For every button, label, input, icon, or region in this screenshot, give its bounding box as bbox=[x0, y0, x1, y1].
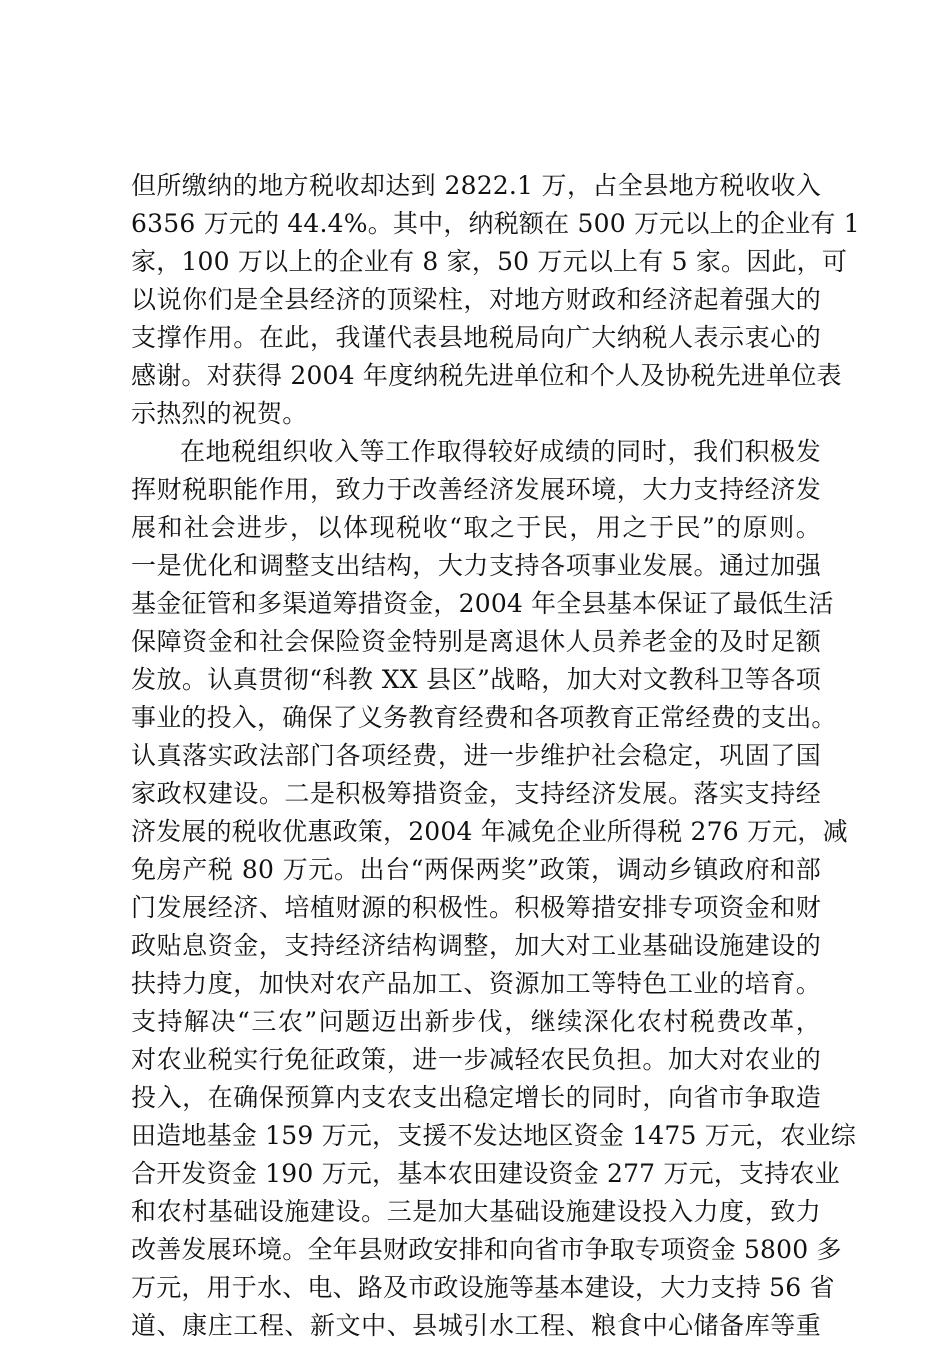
text-line: 家政权建设。二是积极筹措资金，支持经济发展。落实支持经 bbox=[131, 779, 821, 808]
text-line: 支持解决“三农”问题迈出新步伐，继续深化农村税费改革， bbox=[131, 1007, 821, 1036]
text-line: 田造地基金 159 万元，支援不发达地区资金 1475 万元，农业综 bbox=[131, 1121, 856, 1150]
text-line: 免房产税 80 万元。出台“两保两奖”政策，调动乡镇政府和部 bbox=[131, 855, 821, 884]
text-line: 和农村基础设施建设。三是加大基础设施建设投入力度，致力 bbox=[131, 1197, 821, 1226]
text-line: 认真落实政法部门各项经费，进一步维护社会稳定，巩固了国 bbox=[131, 741, 821, 770]
text-line: 济发展的税收优惠政策，2004 年减免企业所得税 276 万元，减 bbox=[131, 817, 848, 846]
text-line: 保障资金和社会保险资金特别是离退休人员养老金的及时足额 bbox=[131, 627, 821, 656]
text-line: 门发展经济、培植财源的积极性。积极筹措安排专项资金和财 bbox=[131, 893, 821, 922]
text-line: 示热烈的祝贺。 bbox=[131, 399, 308, 428]
text-line: 对农业税实行免征政策，进一步减轻农民负担。加大对农业的 bbox=[131, 1045, 821, 1074]
text-line: 家，100 万以上的企业有 8 家，50 万元以上有 5 家。因此，可 bbox=[131, 247, 848, 276]
text-line: 投入，在确保预算内支农支出稳定增长的同时，向省市争取造 bbox=[131, 1083, 821, 1112]
text-line: 感谢。对获得 2004 年度纳税先进单位和个人及协税先进单位表 bbox=[131, 361, 842, 390]
text-line: 但所缴纳的地方税收却达到 2822.1 万，占全县地方税收收入 bbox=[131, 171, 821, 200]
text-line: 挥财税职能作用，致力于改善经济发展环境，大力支持经济发 bbox=[131, 475, 821, 504]
text-line: 6356 万元的 44.4%。其中，纳税额在 500 万元以上的企业有 1 bbox=[131, 209, 860, 238]
text-line: 改善发展环境。全年县财政安排和向省市争取专项资金 5800 多 bbox=[131, 1235, 842, 1264]
text-line: 合开发资金 190 万元，基本农田建设资金 277 万元，支持农业 bbox=[131, 1159, 840, 1188]
paragraph-first-line: 在地税组织收入等工作取得较好成绩的同时，我们积极发 bbox=[180, 437, 821, 466]
text-line: 以说你们是全县经济的顶梁柱，对地方财政和经济起着强大的 bbox=[131, 285, 821, 314]
text-line: 万元，用于水、电、路及市政设施等基本建设，大力支持 56 省 bbox=[131, 1273, 835, 1302]
text-line: 一是优化和调整支出结构，大力支持各项事业发展。通过加强 bbox=[131, 551, 821, 580]
text-line: 展和社会进步，以体现税收“取之于民，用之于民”的原则。 bbox=[131, 513, 821, 542]
text-line: 基金征管和多渠道筹措资金，2004 年全县基本保证了最低生活 bbox=[131, 589, 834, 618]
text-line: 发放。认真贯彻“科教 XX 县区”战略，加大对文教科卫等各项 bbox=[131, 665, 821, 694]
text-line: 扶持力度，加快对农产品加工、资源加工等特色工业的培育。 bbox=[131, 969, 821, 998]
text-line: 事业的投入，确保了义务教育经费和各项教育正常经费的支出。 bbox=[131, 703, 837, 732]
text-line: 政贴息资金，支持经济结构调整，加大对工业基础设施建设的 bbox=[131, 931, 821, 960]
text-line: 道、康庄工程、新文中、县城引水工程、粮食中心储备库等重 bbox=[131, 1311, 821, 1340]
text-line: 支撑作用。在此，我谨代表县地税局向广大纳税人表示衷心的 bbox=[131, 323, 821, 352]
